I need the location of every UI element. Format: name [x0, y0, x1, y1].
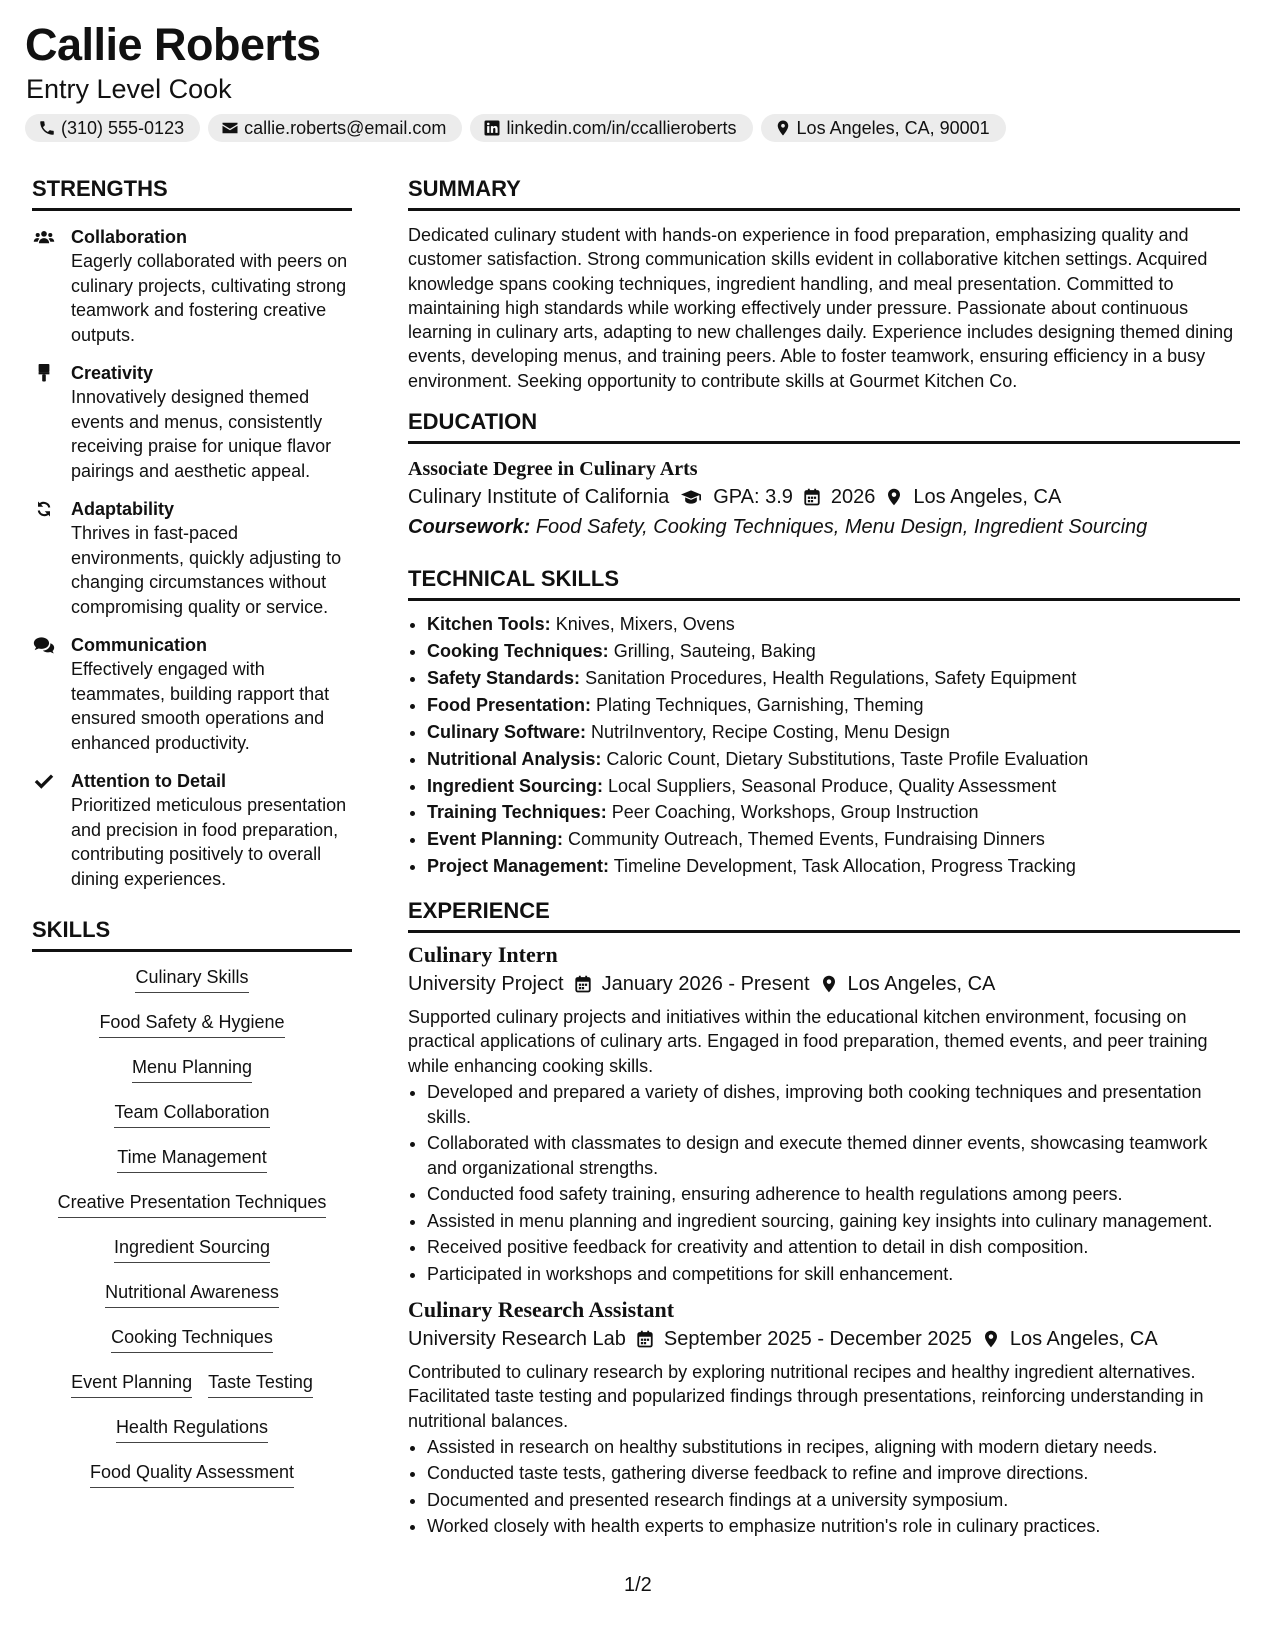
list-item [427, 665, 1240, 692]
paint-brush-icon [32, 363, 56, 383]
list-item: • Worked closely with health experts to emphasize nutrition's role in culinary practices. [427, 1514, 1240, 1539]
education-meta [408, 482, 1240, 512]
contact-bar [25, 114, 1006, 142]
school-name: Culinary Institute of California [408, 486, 670, 509]
job-title: Culinary Intern [408, 942, 558, 968]
skill-row [105, 1283, 279, 1328]
skill-tag: Team Collaboration [114, 1103, 269, 1128]
skill-value: NutriInventory, Recipe Costing, Menu Design [591, 721, 950, 742]
experience-heading: EXPERIENCE [408, 900, 1240, 933]
skill-row [90, 1463, 294, 1508]
skill-tag: Event Planning [71, 1373, 192, 1398]
skills-heading: SKILLS [32, 919, 352, 952]
skill-row [114, 1238, 270, 1283]
phone-text: (310) 555-0123 [61, 117, 185, 138]
skill-tag: Nutritional Awareness [105, 1283, 279, 1308]
skill-row [116, 1418, 268, 1463]
candidate-role: Entry Level Cook [26, 74, 232, 104]
map-pin-icon [982, 1330, 1000, 1348]
list-item [427, 773, 1240, 800]
skill-value: Local Suppliers, Seasonal Produce, Quality Assessment [608, 775, 1057, 796]
technical-skills-list [408, 611, 1240, 880]
job-bullets [408, 1435, 1240, 1539]
sync-icon [32, 499, 56, 519]
envelope-icon [220, 118, 240, 138]
summary-heading: SUMMARY [408, 178, 1240, 211]
gpa-text: GPA: 3.9 [713, 486, 793, 509]
calendar-icon [636, 1330, 654, 1348]
skill-row [117, 1148, 266, 1193]
technical-skills-section [408, 568, 1240, 880]
education-heading: EDUCATION [408, 411, 1240, 444]
list-item: • Collaborated with classmates to design and execute themed dinner events, showcasing teamwork and organizational strengths. [427, 1131, 1240, 1180]
linkedin-text: linkedin.com/in/ccallieroberts [506, 117, 737, 138]
skill-value: Caloric Count, Dietary Substitutions, Taste Profile Evaluation [606, 748, 1089, 769]
linkedin-icon [482, 118, 502, 138]
calendar-icon [574, 975, 592, 993]
job-entry [408, 1296, 1240, 1539]
job-meta [408, 1324, 1240, 1354]
skill-row [111, 1328, 273, 1373]
skill-tag: Food Safety & Hygiene [99, 1013, 284, 1038]
strength-description: Prioritized meticulous presentation and precision in food preparation, contributing positively to overall dining experiences. [71, 795, 347, 889]
job-meta [408, 969, 1240, 999]
job-description: Supported culinary projects and initiatives within the educational kitchen environment, focusing on practical applications of culinary arts. Engaged in food preparation, themed events, and peer training while enhancing cooking skills. [408, 1007, 1208, 1076]
job-location: Los Angeles, CA [847, 973, 996, 996]
strength-description: Thrives in fast-paced environments, quickly adjusting to changing circumstances without compromising quality or service. [71, 523, 342, 617]
skill-key: Project Management: [427, 856, 610, 877]
right-column [408, 178, 1240, 1541]
job-location: Los Angeles, CA [1009, 1328, 1158, 1351]
job-org: University Research Lab [408, 1328, 626, 1351]
skill-tag: Creative Presentation Techniques [58, 1193, 327, 1218]
skill-value: Plating Techniques, Garnishing, Theming [596, 694, 924, 715]
list-item: • Participated in workshops and competitions for skill enhancement. [427, 1262, 1240, 1287]
list-item [427, 692, 1240, 719]
strength-title: Creativity [71, 363, 154, 383]
check-icon [32, 771, 56, 791]
list-item [427, 746, 1240, 773]
skill-value: Grilling, Sauteing, Baking [613, 640, 816, 661]
contact-email[interactable] [208, 114, 462, 142]
skill-tag: Taste Testing [208, 1373, 313, 1398]
list-item [427, 719, 1240, 746]
strength-title: Adaptability [71, 499, 175, 519]
candidate-name: Callie Roberts [25, 19, 321, 70]
users-icon [32, 227, 56, 247]
contact-linkedin[interactable] [470, 114, 752, 142]
skill-row [132, 1058, 252, 1103]
graduation-cap-icon [679, 487, 703, 507]
experience-section [408, 900, 1240, 1539]
map-pin-icon [773, 118, 793, 138]
education-location: Los Angeles, CA [913, 486, 1062, 509]
skill-tag: Culinary Skills [135, 968, 248, 993]
list-item: • Assisted in research on healthy substitutions in recipes, aligning with modern dietary needs. [427, 1435, 1240, 1460]
skill-key: Safety Standards: [427, 667, 581, 688]
skill-row [99, 1013, 284, 1058]
skill-key: Culinary Software: [427, 721, 587, 742]
skill-key: Cooking Techniques: [427, 640, 609, 661]
email-text: callie.roberts@email.com [244, 117, 447, 138]
skill-row [135, 968, 248, 1013]
skills-list [32, 968, 352, 1508]
phone-icon [37, 118, 57, 138]
skill-key: Kitchen Tools: [427, 614, 551, 635]
skill-row [71, 1373, 313, 1418]
contact-location [761, 114, 1006, 142]
job-entry [408, 941, 1240, 1286]
coursework-text: Food Safety, Cooking Techniques, Menu Design, Ingredient Sourcing [535, 516, 1148, 539]
skill-tag: Ingredient Sourcing [114, 1238, 270, 1263]
strength-title: Communication [71, 635, 208, 655]
strength-title: Attention to Detail [71, 771, 226, 791]
map-pin-icon [820, 975, 838, 993]
job-dates: January 2026 - Present [601, 973, 810, 996]
skill-key: Event Planning: [427, 829, 564, 850]
strength-item [32, 633, 352, 755]
skill-value: Timeline Development, Task Allocation, Progress Tracking [613, 856, 1076, 877]
comments-icon [32, 635, 56, 655]
list-item [427, 799, 1240, 826]
strength-item [32, 769, 352, 891]
list-item [427, 611, 1240, 638]
skill-tag: Menu Planning [132, 1058, 252, 1083]
skill-tag: Time Management [117, 1148, 266, 1173]
strength-item [32, 361, 352, 483]
skill-key: Nutritional Analysis: [427, 748, 602, 769]
list-item [427, 826, 1240, 853]
education-section [408, 411, 1240, 542]
skill-row [58, 1193, 327, 1238]
map-pin-icon [885, 488, 903, 506]
list-item [427, 853, 1240, 880]
strength-item [32, 225, 352, 347]
skill-value: Community Outreach, Themed Events, Fundraising Dinners [568, 829, 1045, 850]
list-item: • Conducted taste tests, gathering diverse feedback to refine and improve directions. [427, 1461, 1240, 1486]
job-dates: September 2025 - December 2025 [663, 1328, 972, 1351]
job-title: Culinary Research Assistant [408, 1297, 675, 1323]
skill-tag: Cooking Techniques [111, 1328, 273, 1353]
summary-text: Dedicated culinary student with hands-on experience in food preparation, emphasizing quality and customer satisfaction. Strong communication skills evident in collaborative kitchen settings. Acquired knowledge spans cooking techniques, ingredient handling, and meal presentation. Committed to maintaining high standards while working effectively under pressure. Passionate about continuous learning in culinary arts, adapting to new challenges daily. Experience includes designing themed dining events, developing menus, and training peers. Able to foster teamwork, ensuring efficiency in a busy environment. Seeking opportunity to contribute skills at Gourmet Kitchen Co. [408, 225, 1234, 391]
list-item [427, 638, 1240, 665]
job-bullets [408, 1080, 1240, 1286]
job-org: University Project [408, 973, 564, 996]
degree-title: Associate Degree in Culinary Arts [408, 458, 698, 481]
strength-item [32, 497, 352, 619]
skill-row [114, 1103, 269, 1148]
skill-value: Sanitation Procedures, Health Regulations, Safety Equipment [585, 667, 1077, 688]
contact-phone[interactable] [25, 114, 200, 142]
strength-description: Effectively engaged with teammates, building rapport that ensured smooth operations and enhanced productivity. [71, 659, 330, 753]
list-item: • Conducted food safety training, ensuring adherence to health regulations among peers. [427, 1182, 1240, 1207]
list-item: • Developed and prepared a variety of dishes, improving both cooking techniques and presentation skills. [427, 1080, 1240, 1129]
strength-title: Collaboration [71, 227, 187, 247]
strength-description: Innovatively designed themed events and menus, consistently receiving praise for unique flavor pairings and aesthetic appeal. [71, 387, 332, 481]
technical-skills-heading: TECHNICAL SKILLS [408, 568, 1240, 601]
calendar-icon [803, 488, 821, 506]
strengths-heading: STRENGTHS [32, 178, 352, 211]
graduation-year: 2026 [830, 486, 876, 509]
list-item: • Assisted in menu planning and ingredient sourcing, gaining key insights into culinary management. [427, 1209, 1240, 1234]
list-item: • Documented and presented research findings at a university symposium. [427, 1488, 1240, 1513]
skill-value: Peer Coaching, Workshops, Group Instruction [611, 802, 979, 823]
skill-key: Training Techniques: [427, 802, 607, 823]
list-item: • Received positive feedback for creativity and attention to detail in dish composition. [427, 1235, 1240, 1260]
coursework-label: Coursework: [408, 516, 531, 539]
strength-description: Eagerly collaborated with peers on culinary projects, cultivating strong teamwork and fostering creative outputs. [71, 251, 348, 345]
page-number: 1/2 [624, 1574, 652, 1596]
skill-key: Ingredient Sourcing: [427, 775, 604, 796]
coursework-line [408, 512, 1240, 542]
left-column [32, 178, 352, 1508]
location-text: Los Angeles, CA, 90001 [796, 117, 990, 138]
strengths-list [32, 225, 352, 891]
skill-tag: Health Regulations [116, 1418, 268, 1443]
skill-value: Knives, Mixers, Ovens [555, 614, 735, 635]
skill-key: Food Presentation: [427, 694, 592, 715]
job-description: Contributed to culinary research by exploring nutritional recipes and healthy ingredient alternatives. Facilitated taste testing and popularized findings through presentations, reinforcing understanding in nutritional balances. [408, 1362, 1204, 1431]
skill-tag: Food Quality Assessment [90, 1463, 294, 1488]
